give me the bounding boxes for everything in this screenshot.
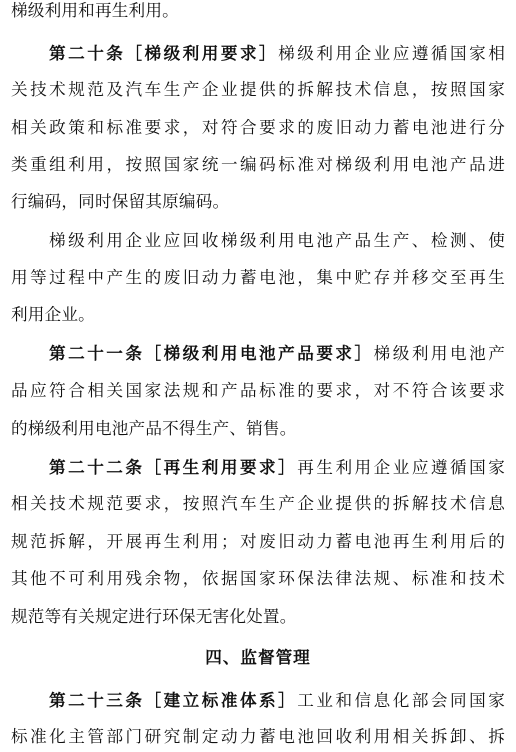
- text-span: 标准化主管部门研究制定动力蓄电池回收利用相关拆卸、拆: [11, 727, 505, 746]
- paragraph-line: [11, 0, 505, 22]
- paragraph-line: [11, 117, 505, 139]
- article-21-first-line: [11, 342, 505, 365]
- paragraph-line: [11, 568, 505, 590]
- text-span: 梯级利用和再生利用。: [11, 1, 179, 20]
- paragraph-line: [11, 726, 505, 748]
- paragraph-line: [11, 531, 505, 553]
- text-span: 梯级利用企业应回收梯级利用电池产品生产、检测、使: [49, 231, 505, 250]
- article-23-title: 第二十三条［建立标准体系］: [49, 690, 298, 710]
- text-span: 利用企业。: [11, 305, 95, 324]
- text-span: 相关技术规范要求，按照汽车生产企业提供的拆解技术信息: [11, 494, 505, 513]
- article-20-first-line: [11, 42, 505, 65]
- text-span: 规范拆解，开展再生利用；对废旧动力蓄电池再生利用后的: [11, 532, 505, 551]
- article-22-first-line: [11, 456, 505, 479]
- text-span: 关技术规范及汽车生产企业提供的拆解技术信息，按照国家: [11, 80, 505, 99]
- text-span: 其他不可利用残余物，依据国家环保法律法规、标准和技术: [11, 569, 505, 588]
- article-20-title: 第二十条［梯级利用要求］: [49, 43, 279, 63]
- text-span: 相关政策和标准要求，对符合要求的废旧动力蓄电池进行分: [11, 118, 505, 137]
- text-span: 再生利用企业应遵循国家: [297, 458, 505, 477]
- text-span: 的梯级利用电池产品不得生产、销售。: [11, 419, 297, 438]
- article-21-title: 第二十一条［梯级利用电池产品要求］: [49, 343, 374, 363]
- text-span: 用等过程中产生的废旧动力蓄电池，集中贮存并移交至再生: [11, 268, 505, 287]
- paragraph-line: [11, 493, 505, 515]
- section-heading: 四、监督管理: [205, 647, 311, 667]
- paragraph-line: [11, 230, 505, 252]
- paragraph-line: [11, 191, 505, 213]
- paragraph-line: [11, 304, 505, 326]
- text-span: 梯级利用企业应遵循国家相: [278, 44, 505, 63]
- paragraph-line: [11, 380, 505, 402]
- article-22-title: 第二十二条［再生利用要求］: [49, 457, 298, 477]
- paragraph-line: [11, 418, 505, 440]
- text-span: 类重组利用，按照国家统一编码标准对梯级利用电池产品进: [11, 155, 505, 174]
- paragraph-line: [11, 154, 505, 176]
- text-span: 行编码，同时保留其原编码。: [11, 192, 230, 211]
- article-23-first-line: [11, 689, 505, 712]
- text-span: 工业和信息化部会同国家: [297, 691, 505, 710]
- text-span: 规范等有关规定进行环保无害化处置。: [11, 607, 297, 626]
- paragraph-line: [11, 79, 505, 101]
- text-span: 品应符合相关国家法规和产品标准的要求，对不符合该要求: [11, 381, 505, 400]
- paragraph-line: [11, 606, 505, 628]
- text-span: 梯级利用电池产: [373, 344, 505, 363]
- paragraph-line: [11, 267, 505, 289]
